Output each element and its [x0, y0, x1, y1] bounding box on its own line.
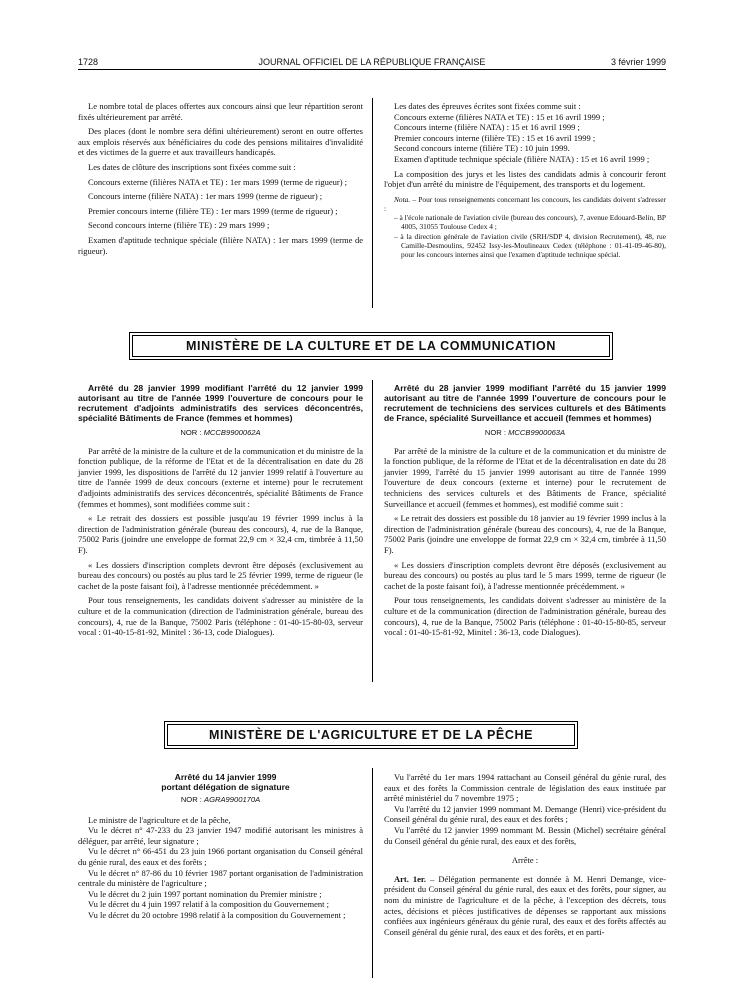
paragraph: Concours externe (filières NATA et TE) : 15 et 16 avril 1999 ;: [394, 111, 605, 122]
paragraph: Second concours interne (filière TE) : 29 mars 1999 ;: [88, 220, 270, 231]
paragraph: Examen d'aptitude technique spéciale (filière NATA) : 1er mars 1999 (terme de rigueur).: [78, 234, 363, 256]
paragraph: Vu le décret du 4 juin 1997 relatif à la composition du Gouvernement ;: [88, 899, 329, 910]
paragraph: Vu l'arrêté du 12 janvier 1999 nommant M. Demange (Henri) vice-président du Conseil général du génie rural, des eaux et des forêts ;: [384, 803, 666, 825]
arrete-heading: Arrête :: [511, 855, 539, 866]
top-left-column: [78, 101, 363, 256]
article-text: – Délégation permanente est donnée à M. Henri Demange, vice-président du Conseil général du génie rural, des eaux et des forêts, pour signer, au nom du ministre de l'agriculture et de la pêche, à l'exception des décrets, tous actes, décisions et pièces justificatives de dépenses se rapportant aux missions confiées aux ingénieurs généraux du génie rural, des eaux et des forêts affectés au Conseil général du génie rural, des eaux et des forêts, et en parti-: [384, 873, 666, 937]
nota-label: Nota.: [394, 194, 411, 204]
paragraph: Pour tous renseignements, les candidats doivent s'adresser au ministère de la culture et de la communication (direction de l'administration générale, bureau des concours), 4, rue de la Banque, 75002 Paris (téléphone : 01-40-15-80-85, serveur vocal : 01-40-15-81-92, Minitel : 36-13, code Dialogues).: [384, 595, 666, 638]
paragraph: Vu le décret n° 87-86 du 10 février 1987 portant organisation de l'administration centrale du ministère de l'agriculture ;: [78, 867, 363, 889]
paragraph: « Les dossiers d'inscription complets devront être déposés (exclusivement au bureau des concours) ou postés au plus tard le 5 mars 1999, terme de rigueur (le cachet de la poste faisant foi), à l'adresse mentionnée précédemment. »: [384, 559, 666, 591]
paragraph: Examen d'aptitude technique spéciale (filière NATA) : 15 et 16 avril 1999 ;: [394, 153, 650, 164]
paragraph: Premier concours interne (filière TE) : 15 et 16 avril 1999 ;: [394, 132, 596, 143]
nor-label: NOR :: [484, 428, 509, 437]
column-divider: [372, 98, 373, 308]
culture-left-column: [78, 383, 363, 638]
column-divider: [372, 380, 373, 682]
nota-item: – à la direction générale de l'aviation civile (SRH/SDP 4, division Recrutement), 48, rue Camille-Desmoulins, 92452 Issy-les-Moulineaux Cedex (téléphone : 01-41-09-46-80), pour les concours internes ainsi que l'examen d'aptitude technique spécial.: [394, 231, 666, 259]
banner-text: MINISTÈRE DE LA CULTURE ET DE LA COMMUNICATION: [186, 339, 556, 353]
paragraph: Vu l'arrêté du 12 janvier 1999 nommant M. Bessin (Michel) secrétaire général du Conseil général du génie rural, des eaux et des forêts,: [384, 824, 666, 846]
paragraph: Vu le décret n° 47-233 du 23 janvier 1947 modifié autorisant les ministres à déléguer, par arrêté, leur signature ;: [78, 825, 363, 846]
paragraph: Vu le décret du 20 octobre 1998 relatif à la composition du Gouvernement ;: [88, 909, 346, 920]
paragraph: « Le retrait des dossiers est possible jusqu'au 19 février 1999 inclus à la direction de l'administration générale (bureau des concours), 4, rue de la Banque, 75002 Paris (joindre une enveloppe de format 22,9 cm × 32,4 cm, timbrée à 11,50 F).: [78, 513, 363, 555]
nor-reference: [78, 428, 363, 439]
paragraph: Les dates de clôture des inscriptions sont fixées comme suit :: [88, 161, 296, 172]
nota-text: – Pour tous renseignements concernant les concours, les candidats doivent s'adresser :: [384, 194, 666, 213]
paragraph: « Les dossiers d'inscription complets devront être déposés (exclusivement au bureau des concours) ou postés au plus tard le 25 février 1999, terme de rigueur (le cachet de la poste faisant foi), à l'adresse mentionnée précédemment. »: [78, 559, 363, 591]
nor-label: NOR :: [180, 795, 205, 804]
nor-reference: [78, 795, 363, 806]
culture-right-column: [384, 383, 666, 638]
paragraph: Le ministre de l'agriculture et de la pêche,: [88, 814, 231, 825]
paragraph: La composition des jurys et les listes des candidats admis à concourir feront l'objet d'un arrêté du ministre de l'équipement, des transports et du logement.: [384, 168, 666, 190]
paragraph: Le nombre total de places offertes aux concours ainsi que leur répartition seront fixés ultérieurement par arrêté.: [78, 101, 363, 122]
header-rule: [78, 69, 666, 70]
decree-title: Arrêté du 28 janvier 1999 modifiant l'arrêté du 15 janvier 1999 autorisant au titre de l'année 1999 l'ouverture de concours pour le recrutement de techniciens des services culturels et des Bâtiments de France, spécialité Surveillance et accueil (femmes et hommes): [384, 383, 666, 423]
paragraph: Concours interne (filière NATA) : 15 et 16 avril 1999 ;: [394, 122, 580, 133]
ministry-banner-agriculture: [167, 724, 575, 746]
nor-label: NOR :: [180, 428, 204, 437]
paragraph: Premier concours interne (filière TE) : 1er mars 1999 (terme de rigueur) ;: [88, 205, 338, 216]
banner-text: MINISTÈRE DE L'AGRICULTURE ET DE LA PÊCHE: [208, 728, 534, 742]
decree-subtitle: portant délégation de signature: [161, 782, 290, 792]
top-right-column: [384, 101, 666, 259]
decree-title: Arrêté du 28 janvier 1999 modifiant l'arrêté du 12 janvier 1999 autorisant au titre de l'année 1999 l'ouverture de concours pour le recrutement d'adjoints administratifs des services déconcentrés, spécialité Bâtiments de France (femmes et hommes): [78, 383, 363, 423]
agriculture-left-column: [78, 772, 363, 921]
agriculture-right-column: [384, 772, 666, 937]
issue-date: 3 février 1999: [610, 57, 666, 67]
paragraph: Les dates des épreuves écrites sont fixées comme suit :: [394, 101, 581, 111]
paragraph: Des places (dont le nombre sera défini ultérieurement) seront en outre offertes aux emplois réservés aux bénéficiaires du code des pensions militaires d'invalidité et des victimes de la guerre et aux travailleurs handicapés.: [78, 126, 363, 158]
paragraph: Pour tous renseignements, les candidats doivent s'adresser au ministère de la culture et de la communication (direction de l'administration générale, bureau des concours), 4, rue de la Banque, 75002 Paris (téléphone : 01-40-15-80-03, serveur vocal : 01-40-15-81-92, Minitel : 36-13, code Dialogues).: [78, 595, 363, 638]
paragraph: Concours externe (filières NATA et TE) : 1er mars 1999 (terme de rigueur) ;: [88, 176, 348, 187]
paragraph: Vu le décret du 2 juin 1997 portant nomination du Premier ministre ;: [88, 888, 322, 899]
nota-item: – à l'école nationale de l'aviation civile (bureau des concours), 7, avenue Edouard-Belin, BP 4005, 31055 Toulouse Cedex 4 ;: [394, 213, 666, 232]
paragraph: Vu le décret n° 66-451 du 23 juin 1966 portant organisation du Conseil général du génie rural, des eaux et des forêts ;: [78, 846, 363, 867]
page-header: [78, 57, 666, 69]
paragraph: « Le retrait des dossiers est possible du 18 janvier au 19 février 1999 inclus à la direction de l'administration générale (bureau des concours), 4, rue de la Banque, 75002 Paris (joindre une enveloppe de format 22,9 cm × 32,4 cm, timbrée à 11,50 F).: [384, 513, 666, 555]
paragraph: Vu l'arrêté du 1er mars 1994 rattachant au Conseil général du génie rural, des eaux et des forêts la Commission centrale de législation des eaux instituée par arrêté ministériel du 7 novembre 1975 ;: [384, 772, 666, 804]
article-1: [384, 874, 666, 938]
paragraph: Concours interne (filière NATA) : 1er mars 1999 (terme de rigueur) ;: [88, 191, 323, 202]
nota-block: [384, 195, 666, 259]
decree-title: Arrêté du 14 janvier 1999: [174, 772, 277, 782]
paragraph: Par arrêté de la ministre de la culture et de la communication et du ministre de la fonction publique, de la réforme de l'Etat et de la décentralisation en date du 28 janvier 1999, les dispositions de l'arrêté du 12 janvier 1999 relatif à l'ouverture au titre de l'année 1999 de deux concours (externe et interne) pour le recrutement d'adjoints administratifs des services déconcentrés, spécialité Bâtiments de France (femmes et hommes), sont modifiées comme suit :: [78, 445, 363, 509]
nor-code: MCCB9900062A: [203, 428, 261, 437]
nor-reference: [384, 428, 666, 439]
journal-title: JOURNAL OFFICIEL DE LA RÉPUBLIQUE FRANÇAISE: [258, 57, 486, 67]
ministry-banner-culture: [132, 335, 610, 357]
article-label: Art. 1er.: [394, 873, 427, 884]
nor-code: MCCB9900063A: [508, 428, 566, 437]
paragraph: Par arrêté de la ministre de la culture et de la communication et du ministre de la fonction publique, de la réforme de l'Etat et de la décentralisation en date du 28 janvier 1999, l'arrêté du 15 janvier 1999 autorisant au titre de l'année 1999 l'ouverture de deux concours (externe et interne) pour le recrutement de techniciens des services culturels et des Bâtiments de France, spécialité Surveillance et accueil (femmes et hommes), est modifié comme suit :: [384, 445, 666, 509]
page-number: 1728: [78, 57, 99, 67]
paragraph: Second concours interne (filière TE) : 10 juin 1999.: [394, 143, 570, 154]
column-divider: [372, 768, 373, 978]
nor-code: AGRA9900170A: [204, 795, 261, 804]
